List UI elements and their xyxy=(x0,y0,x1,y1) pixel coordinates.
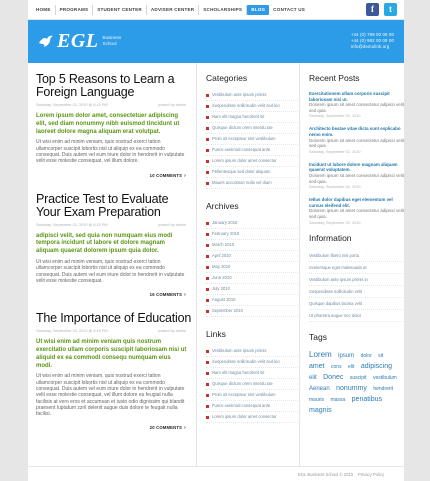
logo-text: EGL xyxy=(57,30,99,52)
tag-link[interactable]: suscipit xyxy=(349,374,367,381)
archive-link[interactable] xyxy=(206,295,298,306)
bullet-icon xyxy=(206,255,209,258)
category-link-label: Lorem ipsum dolor amet consectur xyxy=(212,158,277,163)
information-link[interactable]: Vestibulum libero nisl porta xyxy=(309,250,404,262)
tag-link[interactable]: vestibulum xyxy=(372,374,397,381)
top-bar xyxy=(28,0,404,20)
comments-link[interactable] xyxy=(36,173,186,179)
footer-copyright: EGL Business School © 2010 xyxy=(298,472,354,477)
post-date: Saturday, September 02, 2010 @ 8:15 PM xyxy=(36,329,108,334)
recent-post-excerpt: Dolorem ipsum sit amet consectetur adipisci velit sed quia. xyxy=(309,208,404,219)
blogroll-link-label: Nam elit magna hendrerit sit xyxy=(212,370,265,375)
bullet-icon xyxy=(206,288,209,291)
blogroll-link[interactable] xyxy=(206,390,298,401)
archive-link-label: January 2010 xyxy=(212,220,238,225)
archive-link-label: February 2010 xyxy=(212,231,240,236)
phone-2: +44 (0) 982 00 00 00 xyxy=(351,38,394,43)
category-link-label: Pellentesque sed dolor aliquam xyxy=(212,169,271,174)
page xyxy=(28,0,404,481)
logo-subtitle-line: Business xyxy=(102,35,122,40)
recent-post xyxy=(309,197,404,225)
bullet-icon xyxy=(206,416,209,419)
category-link[interactable] xyxy=(206,156,298,167)
recent-post-title[interactable]: Incidunt ut labore dolore magnam aliquam quaerat voluptatem. xyxy=(309,161,398,173)
tag-link[interactable]: sit xyxy=(378,352,384,359)
eagle-icon xyxy=(38,34,54,48)
post-meta xyxy=(36,329,186,333)
blogroll-link-label: Vestibulum ante ipsum primis xyxy=(212,348,267,353)
archive-link[interactable] xyxy=(206,240,298,251)
bullet-icon xyxy=(206,310,209,313)
post-lead: Ut wisi enim ad minim veniam quis nostrum exercitatio ullam corporis suscipit laboriosam nisi ut aliquid ex ea commodi consequ numquam eius modi. xyxy=(36,339,187,369)
category-link-label: Quisque dictum orem interdu tae xyxy=(212,125,273,130)
recent-post xyxy=(309,162,404,190)
post-title[interactable]: The Importance of Education xyxy=(36,311,192,326)
blogroll-link[interactable] xyxy=(206,401,298,412)
tag-link[interactable]: Lorem xyxy=(309,349,332,359)
blog-posts xyxy=(28,63,194,466)
post-body: Ut wisi enim ad minim veniam, quis nostrud exerci tation ullamcorper suscipit lobortis nisl ut aliquip ex ea commodo consequat. Duis autem vel eum iriure dolor in hendrerit in vulputate velit esse molestie consequat, vel illum dolore. xyxy=(36,139,185,165)
recent-posts-title: Recent Posts xyxy=(309,73,360,83)
bullet-icon xyxy=(206,171,209,174)
archive-link[interactable] xyxy=(206,229,298,240)
archive-link[interactable] xyxy=(206,262,298,273)
nav-item-student-center[interactable]: STUDENT CENTER xyxy=(93,5,147,15)
tag-link[interactable]: Aenean xyxy=(309,385,330,392)
logo[interactable] xyxy=(38,31,121,51)
nav-item-home[interactable]: HOME xyxy=(32,5,56,15)
information-link[interactable]: Suspendisse sollicitudin velit xyxy=(309,286,404,298)
archive-link[interactable] xyxy=(206,306,298,317)
information-list xyxy=(309,250,404,322)
recent-post-title[interactable]: Exercitationem ullam corporis suscipit laboriosam nisi ut. xyxy=(309,91,390,102)
email-link[interactable]: info@demolink.org xyxy=(351,44,390,49)
blog-post xyxy=(36,193,194,299)
post-meta xyxy=(36,223,186,227)
logo-subtitle xyxy=(103,35,122,47)
tag-link[interactable]: Donec xyxy=(323,373,344,381)
column-divider xyxy=(196,63,197,466)
bullet-icon xyxy=(206,138,209,141)
archive-link[interactable] xyxy=(206,218,298,229)
blogroll-link[interactable] xyxy=(206,346,298,357)
category-link[interactable] xyxy=(206,90,298,101)
bullet-icon xyxy=(206,116,209,119)
recent-post-date: Saturday, September 02, 2010 xyxy=(309,149,361,154)
bullet-icon xyxy=(206,266,209,269)
main-nav xyxy=(32,5,309,15)
archive-link[interactable] xyxy=(206,284,298,295)
categories-list xyxy=(206,90,298,189)
footer xyxy=(28,466,404,481)
bullet-icon xyxy=(206,222,209,225)
bullet-icon xyxy=(206,350,209,353)
nav-item-programs[interactable]: PROGRAMS xyxy=(56,5,94,15)
post-date: Saturday, September 02, 2010 @ 8:15 PM xyxy=(36,222,108,227)
comments-link[interactable] xyxy=(36,292,186,298)
bullet-icon xyxy=(206,149,209,152)
blogroll-link-label: Fusce euismod consequat ante xyxy=(212,403,271,408)
tag-link[interactable]: mauris xyxy=(309,396,325,403)
blogroll-link-label: Lorem ipsum dolor amet consectur xyxy=(212,414,277,419)
bullet-icon xyxy=(206,361,209,364)
recent-post-date: Saturday, September 02, 2010 xyxy=(309,114,361,119)
archive-link-label: June 2010 xyxy=(212,275,232,280)
comments-count: 20 COMMENTS xyxy=(149,425,183,431)
nav-item-adviser-center[interactable]: ADVISER CENTER xyxy=(147,5,199,15)
links-list xyxy=(206,346,298,423)
tag-cloud xyxy=(309,349,401,415)
comments-count: 10 COMMENTS xyxy=(149,172,183,178)
facebook-icon[interactable]: f xyxy=(366,3,379,16)
bullet-icon xyxy=(206,383,209,386)
bullet-icon xyxy=(206,372,209,375)
tag-link[interactable]: amet xyxy=(309,362,325,370)
information-link[interactable]: Vestibulum ante ipsum primis in xyxy=(309,274,404,286)
recent-post xyxy=(309,91,404,119)
recent-post-date: Saturday, September 02, 2010 xyxy=(309,220,361,225)
tags-title: Tags xyxy=(309,331,327,342)
category-link[interactable] xyxy=(206,134,298,145)
privacy-policy-link[interactable]: Privacy Policy xyxy=(358,472,385,477)
tag-link[interactable]: magnis xyxy=(309,406,332,414)
archive-link-label: July 2010 xyxy=(212,286,230,291)
category-link[interactable] xyxy=(206,112,298,123)
bullet-icon xyxy=(206,244,209,247)
category-link-label: Nam elit magna hendrerit sit xyxy=(212,114,265,119)
archive-link[interactable] xyxy=(206,273,298,284)
blogroll-link-label: Proin sit excepteur sint vestibulum xyxy=(212,392,276,397)
bullet-icon xyxy=(206,105,209,108)
post-body: Ut wisi enim ad minim veniam, quis nostrud exerci tation ullamcorper suscipit lobortis nisl ut aliquip ex ea commodo consequat. Duis autem vel eum iriure dolor in hendrerit in vulputate velit esse molestie consequat. xyxy=(36,258,185,284)
archive-link-label: March 2010 xyxy=(212,242,235,247)
tag-link[interactable]: elit xyxy=(348,363,355,370)
arrow-right-icon: › xyxy=(184,425,186,432)
post-lead: Lorem ipsum dolor amet, consectetuer adipiscing elit, sed diam nonummy nibh euismod tincidunt ut laoreet dolore magna aliquam erat volutpat. xyxy=(36,113,180,135)
recent-post-title[interactable]: tellus dolor dapibus eget elementum vel cursus eleifend elit. xyxy=(309,197,393,208)
blog-post xyxy=(36,73,194,179)
category-link[interactable] xyxy=(206,145,298,156)
archives-list xyxy=(206,218,298,317)
header-banner xyxy=(28,20,404,63)
archive-link-label: September 2010 xyxy=(212,308,243,313)
tag-link[interactable]: cons xyxy=(331,363,342,370)
category-link[interactable] xyxy=(206,123,298,134)
post-author: posted by admin xyxy=(158,222,186,227)
post-author: posted by admin xyxy=(158,103,186,107)
information-link[interactable]: Quisque dapibus lacinia velit xyxy=(309,298,404,310)
categories-title: Categories xyxy=(206,73,248,83)
tag-link[interactable]: hendrerit xyxy=(373,385,394,392)
recent-post-title[interactable]: Architecto beatae vitae dicta sunt explicabo nemo enim. xyxy=(309,126,401,137)
bullet-icon xyxy=(206,277,209,280)
bullet-icon xyxy=(206,233,209,236)
information-title: Information xyxy=(309,232,352,243)
phone-1: +44 (0) 789 00 00 00 xyxy=(351,32,394,37)
nav-item-scholarships[interactable]: SCHOLARSHIPS xyxy=(199,5,247,15)
archive-link-label: May 2010 xyxy=(212,264,231,269)
tag-link[interactable]: massa xyxy=(330,396,346,403)
right-sidebar xyxy=(300,63,404,466)
links-title: Links xyxy=(206,329,226,339)
tag-link[interactable]: elit xyxy=(309,374,317,381)
recent-post-excerpt: Dolorem ipsum sit amet consectetur adipisci velit sed quia. xyxy=(309,102,404,113)
archives-title: Archives xyxy=(206,201,239,211)
arrow-right-icon: › xyxy=(184,172,186,179)
archive-link[interactable] xyxy=(206,251,298,262)
twitter-icon[interactable]: t xyxy=(384,3,397,16)
category-link-label: Mauris accumsan nulla vel diam xyxy=(212,180,272,185)
blogroll-link[interactable] xyxy=(206,379,298,390)
archive-link-label: April 2010 xyxy=(212,253,231,258)
tag-link[interactable]: adipiscing xyxy=(360,362,393,370)
post-title[interactable]: Top 5 Reasons to Learn a Foreign Language xyxy=(36,72,175,99)
category-link[interactable] xyxy=(206,101,298,112)
bullet-icon xyxy=(206,182,209,185)
comments-link[interactable] xyxy=(36,425,186,431)
recent-post-excerpt: Dolorem ipsum sit amet consectetur adipisci velit sed quia. xyxy=(309,172,404,184)
bullet-icon xyxy=(206,299,209,302)
post-lead: adipisci velit, sed quia non numquam eius modi tempora incidunt ut labore et dolore magnam aliquam quaerat dolorem ipsum quia dolor. xyxy=(36,232,173,255)
category-link[interactable] xyxy=(206,167,298,178)
blogroll-link-label: Quisque dictum orem interdu tae xyxy=(212,381,273,386)
tag-link[interactable]: nonummy xyxy=(336,384,367,392)
bullet-icon xyxy=(206,160,209,163)
archive-link-label: August 2010 xyxy=(212,297,236,302)
comments-count: 16 COMMENTS xyxy=(149,292,183,298)
blogroll-link[interactable] xyxy=(206,412,298,423)
recent-post-excerpt: Dolorem ipsum sit amet consectetur adipisci velit sed quia. xyxy=(309,137,404,149)
tag-link[interactable]: penatibus xyxy=(351,395,383,403)
blog-post xyxy=(36,312,194,431)
tag-link[interactable]: dolor xyxy=(360,352,372,359)
blogroll-link-label: Suspendisse sollicitudin velit sed leo xyxy=(212,359,280,364)
contact-info xyxy=(351,32,394,50)
post-body: Ut wisi enim ad minim veniam, quis nostrud exerci tation ullamcorper suscipit lobortis nisl ut aliquip ex ea commodo consequat. Duis autem vel eum iriure dolor in hendrerit in vulputate velit esse molestie consequat, vel illum dolore eu feugiat nulla facilisis at vero eros et accumsan et iusto odio dignissim qui blandit praesent luptatum zzril delenit augue duis dolore te feugait nulla facilisi. xyxy=(36,373,185,418)
bullet-icon xyxy=(206,394,209,397)
information-link[interactable]: Ut pharetra augue nec dolor xyxy=(309,310,404,322)
bullet-icon xyxy=(206,127,209,130)
category-link-label: Proin sit excepteur sint vestibulum xyxy=(212,136,276,141)
category-link-label: Fusce euismod consequat ante xyxy=(212,147,271,152)
blogroll-link[interactable] xyxy=(206,368,298,379)
post-author: posted by admin xyxy=(158,329,186,334)
logo-subtitle-line: School xyxy=(102,41,117,46)
recent-posts-list xyxy=(309,91,404,226)
post-date: Saturday, September 02, 2010 @ 8:15 PM xyxy=(36,103,108,107)
post-title[interactable]: Practice Test to Evaluate Your Exam Preparation xyxy=(36,191,169,219)
middle-sidebar xyxy=(198,63,298,466)
recent-post-date: Saturday, September 02, 2010 xyxy=(309,185,361,190)
nav-item-blog[interactable]: BLOG xyxy=(247,5,269,15)
information-link[interactable]: Scelerisque eget malesuada at xyxy=(309,262,404,274)
arrow-right-icon: › xyxy=(184,292,186,299)
recent-post xyxy=(309,126,404,154)
post-meta xyxy=(36,103,186,107)
nav-item-contact-us[interactable]: CONTACT US xyxy=(273,7,306,12)
category-link[interactable] xyxy=(206,178,298,189)
tag-link[interactable]: ipsum xyxy=(338,352,355,359)
bullet-icon xyxy=(206,405,209,408)
blogroll-link[interactable] xyxy=(206,357,298,368)
category-link-label: Vestibulum ante ipsum primis xyxy=(212,92,267,97)
category-link-label: Suspendisse sollicitudin velit sed leo xyxy=(212,103,280,108)
bullet-icon xyxy=(206,94,209,97)
